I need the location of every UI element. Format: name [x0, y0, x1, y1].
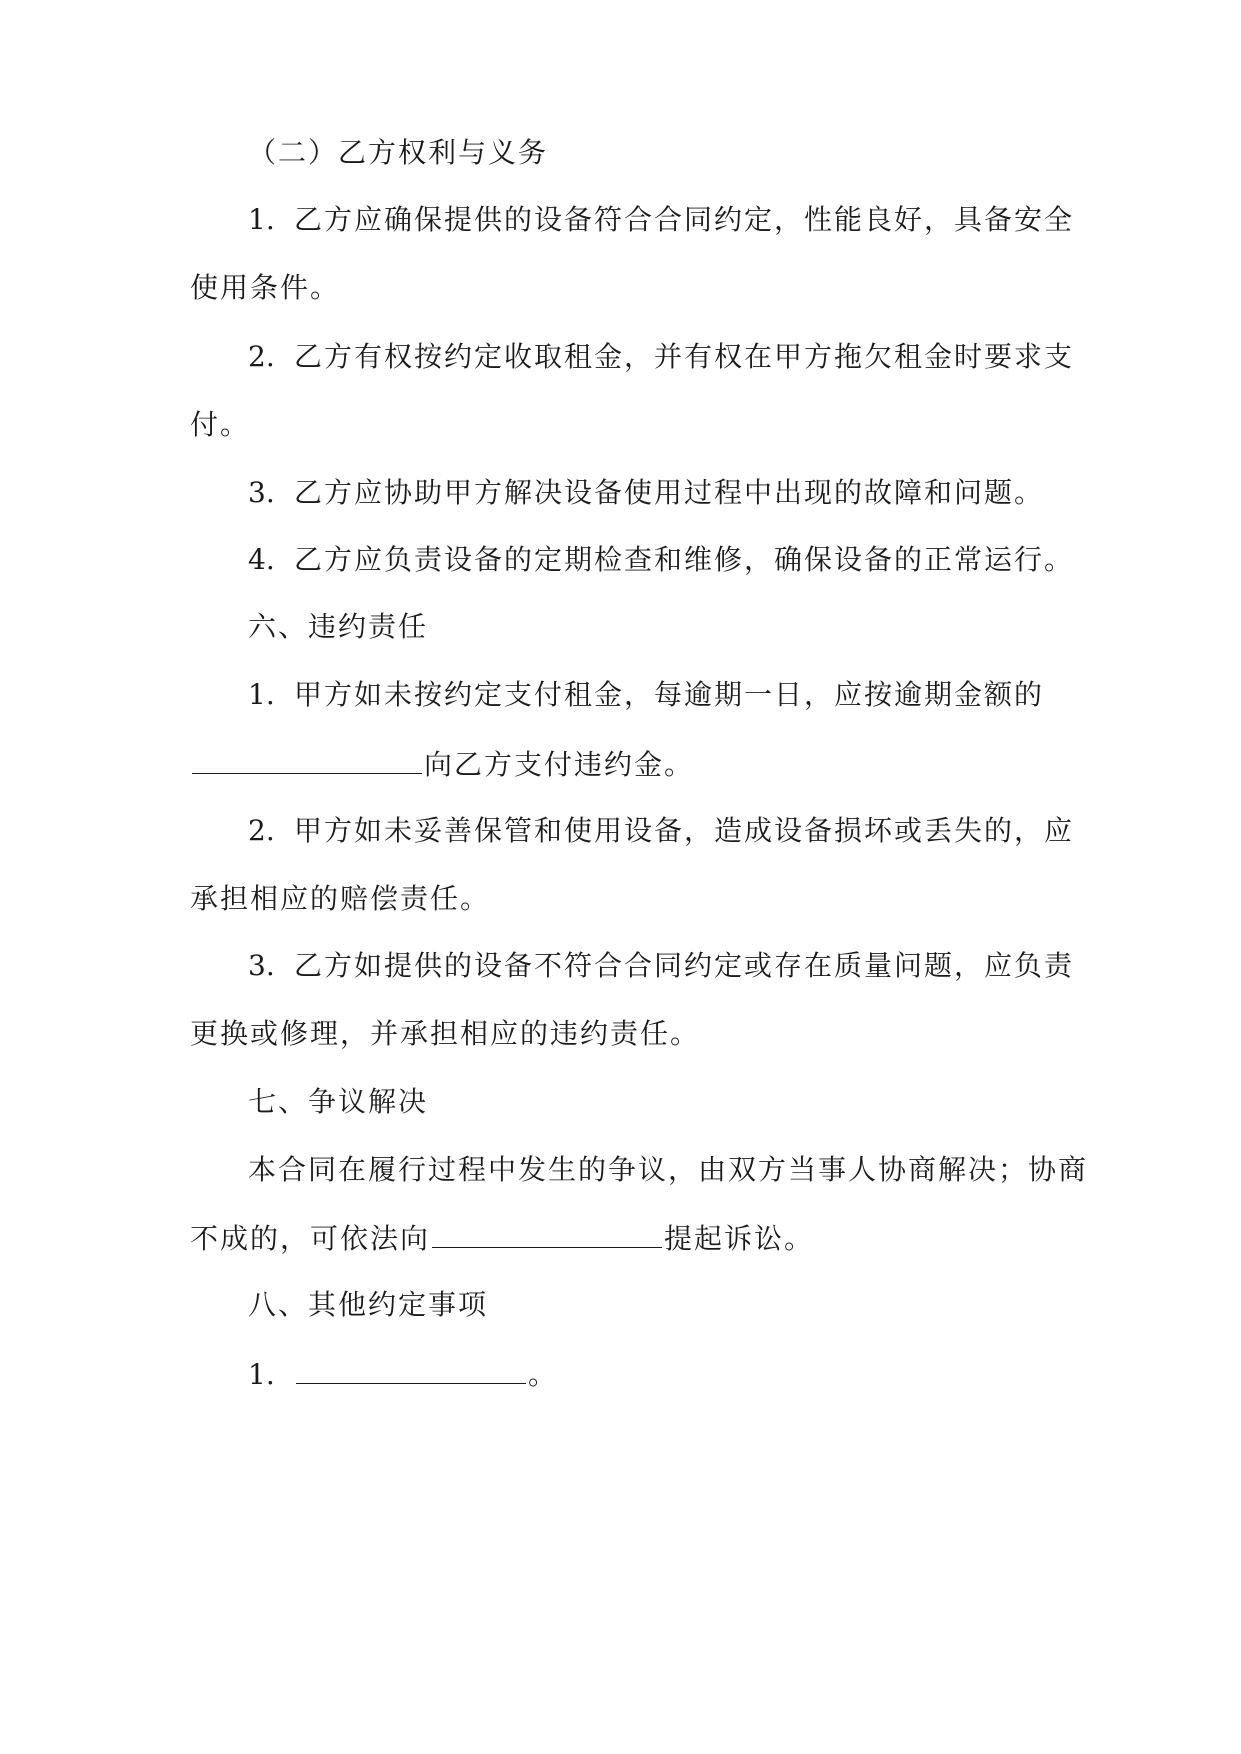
clause-number: 3.: [248, 949, 275, 982]
section-heading: 六、违约责任: [248, 610, 429, 643]
clause-continuation: 使用条件。: [190, 271, 341, 304]
clause-item: [248, 473, 1044, 513]
paragraph-text: 不成的，可依法向: [190, 1222, 431, 1255]
paragraph-continuation: [190, 1217, 814, 1257]
paragraph-text: 提起诉讼。: [664, 1222, 815, 1255]
clause-number: 3.: [248, 476, 275, 509]
clause-item: [248, 1353, 558, 1393]
clause-text: 。: [528, 1358, 559, 1391]
section-heading: 八、其他约定事项: [248, 1288, 489, 1321]
clause-text: 乙方应确保提供的设备符合合同约定，性能良好，具备安全: [294, 203, 1075, 236]
clause-number: 4.: [248, 543, 275, 576]
section-heading: 七、争议解决: [248, 1085, 429, 1118]
clause-text: 向乙方支付违约金。: [424, 748, 695, 781]
paragraph-line: 本合同在履行过程中发生的争议，由双方当事人协商解决；协商: [248, 1153, 1089, 1186]
clause-text: 乙方有权按约定收取租金，并有权在甲方拖欠租金时要求支: [294, 340, 1075, 373]
clause-item: [248, 337, 1074, 377]
clause-number: 1.: [248, 678, 275, 711]
clause-item: [248, 946, 1074, 986]
clause-number: 1.: [248, 1358, 275, 1391]
clause-continuation: 付。: [190, 408, 251, 441]
clause-item: [248, 811, 1074, 851]
clause-text: 乙方应协助甲方解决设备使用过程中出现的故障和问题。: [294, 476, 1045, 509]
clause-continuation: 更换或修理，并承担相应的违约责任。: [190, 1017, 701, 1050]
fill-in-blank[interactable]: [432, 1217, 662, 1248]
clause-text: 甲方如未按约定支付租金，每逾期一日，应按逾期金额的: [294, 678, 1045, 711]
clause-text: 乙方应负责设备的定期检查和维修，确保设备的正常运行。: [294, 543, 1075, 576]
clause-number: 2.: [248, 814, 275, 847]
clause-number: 2.: [248, 340, 275, 373]
clause-number: 1.: [248, 203, 275, 236]
fill-in-blank[interactable]: [192, 743, 422, 774]
clause-text: 甲方如未妥善保管和使用设备，造成设备损坏或丢失的，应: [294, 814, 1075, 847]
fill-in-blank[interactable]: [296, 1353, 526, 1384]
clause-item: [248, 675, 1044, 715]
clause-item: [248, 200, 1074, 240]
clause-item: [248, 540, 1074, 580]
section-subheading: （二）乙方权利与义务: [248, 136, 549, 169]
clause-text: 乙方如提供的设备不符合合同约定或存在质量问题，应负责: [294, 949, 1075, 982]
clause-continuation: 承担相应的赔偿责任。: [190, 882, 491, 915]
clause-continuation: [190, 743, 694, 783]
